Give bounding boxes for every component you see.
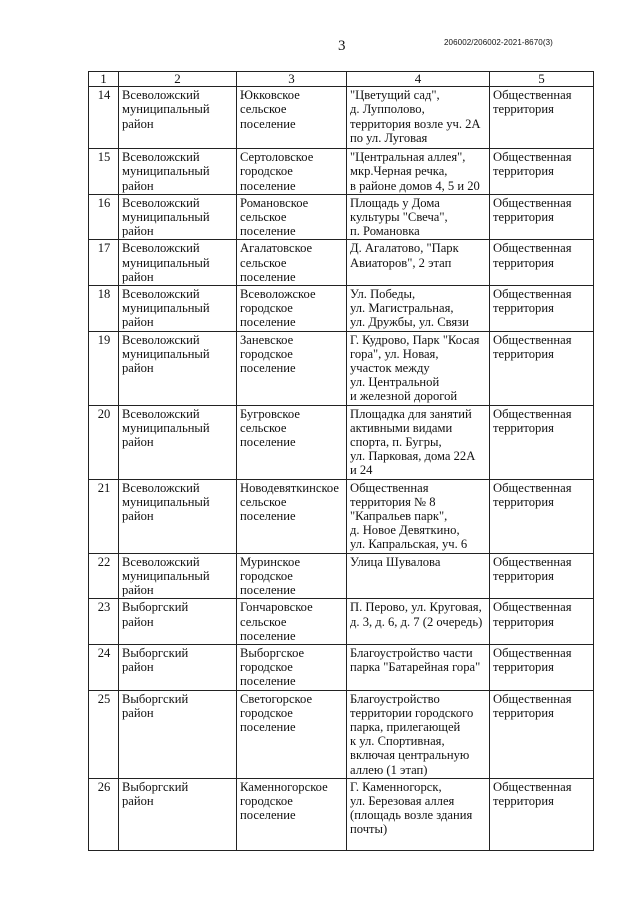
territory-table [88,71,594,851]
header-cell-settlement: 3 [237,72,347,87]
row-number-cell: 22 [89,553,119,599]
settlement-cell: Выборгское городское поселение [237,644,347,690]
type-cell: Общественная территория [490,553,594,599]
row-number-cell: 17 [89,240,119,286]
header-cell-district: 2 [119,72,237,87]
settlement-cell: Светогорское городское поселение [237,690,347,778]
row-number-cell: 16 [89,194,119,240]
row-number-cell: 19 [89,331,119,405]
table-row [89,778,594,850]
object-cell: Благоустройство территории городского парка, прилегающей к ул. Спортивная, включая центральную аллею (1 этап) [347,690,490,778]
type-cell: Общественная территория [490,149,594,195]
table-row [89,479,594,553]
object-cell: Площадка для занятий активными видами спорта, п. Бугры, ул. Парковая, дома 22А и 24 [347,405,490,479]
type-cell: Общественная территория [490,599,594,645]
object-cell: Площадь у Дома культуры "Свеча", п. Романовка [347,194,490,240]
district-cell: Всеволожский муниципальный район [119,149,237,195]
row-number-cell: 14 [89,87,119,149]
district-cell: Выборгский район [119,690,237,778]
settlement-cell: Агалатовское сельское поселение [237,240,347,286]
table-row [89,240,594,286]
district-cell: Всеволожский муниципальный район [119,331,237,405]
object-cell: Д. Агалатово, "Парк Авиаторов", 2 этап [347,240,490,286]
row-number-cell: 21 [89,479,119,553]
district-cell: Всеволожский муниципальный район [119,286,237,332]
object-cell: Благоустройство части парка "Батарейная гора" [347,644,490,690]
district-cell: Выборгский район [119,778,237,850]
header-cell-object: 4 [347,72,490,87]
object-cell: Г. Каменногорск, ул. Березовая аллея (площадь возле здания почты) [347,778,490,850]
table-row [89,644,594,690]
table-row [89,405,594,479]
settlement-cell: Новодевяткинское сельское поселение [237,479,347,553]
settlement-cell: Юкковское сельское поселение [237,87,347,149]
district-cell: Выборгский район [119,599,237,645]
table-row [89,553,594,599]
row-number-cell: 20 [89,405,119,479]
row-number-cell: 15 [89,149,119,195]
type-cell: Общественная территория [490,405,594,479]
settlement-cell: Сертоловское городское поселение [237,149,347,195]
type-cell: Общественная территория [490,87,594,149]
object-cell: "Цветущий сад", д. Лупполово, территория возле уч. 2А по ул. Луговая [347,87,490,149]
type-cell: Общественная территория [490,286,594,332]
object-cell: Общественная территория № 8 "Капральев парк", д. Новое Девяткино, ул. Капральская, уч. 6 [347,479,490,553]
row-number-cell: 25 [89,690,119,778]
table-row [89,599,594,645]
type-cell: Общественная территория [490,690,594,778]
table-row [89,149,594,195]
table-row [89,286,594,332]
object-cell: Улица Шувалова [347,553,490,599]
table-row [89,331,594,405]
row-number-cell: 24 [89,644,119,690]
type-cell: Общественная территория [490,240,594,286]
row-number-cell: 18 [89,286,119,332]
district-cell: Всеволожский муниципальный район [119,405,237,479]
district-cell: Всеволожский муниципальный район [119,87,237,149]
settlement-cell: Романовское сельское поселение [237,194,347,240]
table-row [89,194,594,240]
district-cell: Всеволожский муниципальный район [119,194,237,240]
settlement-cell: Каменногорское городское поселение [237,778,347,850]
type-cell: Общественная территория [490,331,594,405]
settlement-cell: Заневское городское поселение [237,331,347,405]
district-cell: Всеволожский муниципальный район [119,240,237,286]
type-cell: Общественная территория [490,778,594,850]
document-reference: 206002/206002-2021-8670(3) [444,38,553,47]
district-cell: Всеволожский муниципальный район [119,479,237,553]
settlement-cell: Бугровское сельское поселение [237,405,347,479]
settlement-cell: Гончаровское сельское поселение [237,599,347,645]
table-row [89,690,594,778]
object-cell: "Центральная аллея", мкр.Черная речка, в районе домов 4, 5 и 20 [347,149,490,195]
object-cell: Г. Кудрово, Парк "Косая гора", ул. Новая, участок между ул. Центральной и железной дорогой [347,331,490,405]
district-cell: Всеволожский муниципальный район [119,553,237,599]
object-cell: П. Перово, ул. Круговая, д. 3, д. 6, д. 7 (2 очередь) [347,599,490,645]
type-cell: Общественная территория [490,644,594,690]
header-cell-type: 5 [490,72,594,87]
settlement-cell: Муринское городское поселение [237,553,347,599]
header-cell-number: 1 [89,72,119,87]
object-cell: Ул. Победы, ул. Магистральная, ул. Дружбы, ул. Связи [347,286,490,332]
page-number: 3 [338,38,346,54]
table-row [89,87,594,149]
type-cell: Общественная территория [490,479,594,553]
table-header-row [89,72,594,87]
district-cell: Выборгский район [119,644,237,690]
row-number-cell: 23 [89,599,119,645]
settlement-cell: Всеволожское городское поселение [237,286,347,332]
type-cell: Общественная территория [490,194,594,240]
row-number-cell: 26 [89,778,119,850]
